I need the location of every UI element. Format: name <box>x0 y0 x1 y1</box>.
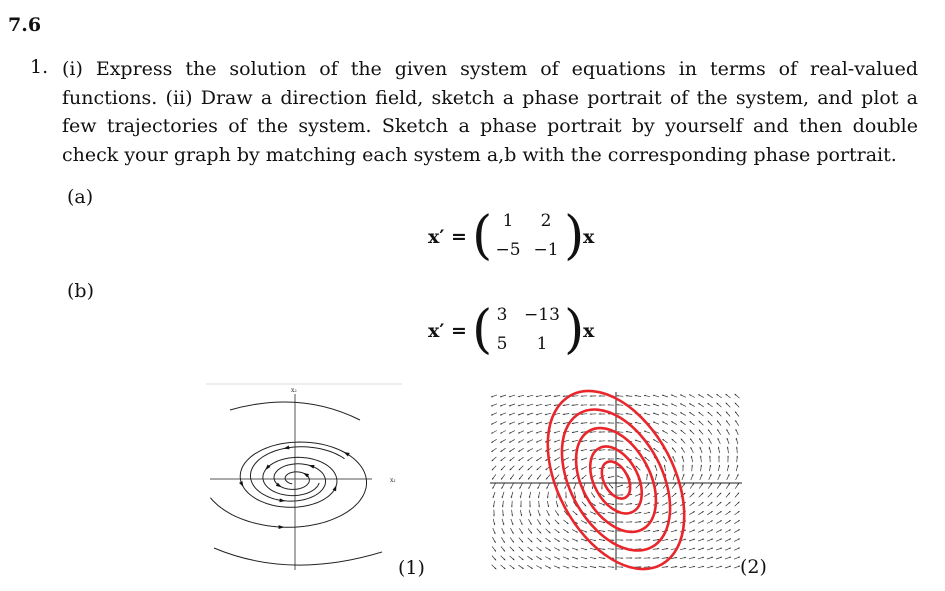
field-arrowhead <box>617 404 619 406</box>
field-arrowhead <box>608 449 610 451</box>
equation-b-lhs: x′ = <box>428 320 467 342</box>
field-arrowhead <box>590 413 592 415</box>
problem-number: 1. <box>30 56 49 78</box>
field-arrowhead <box>590 404 592 406</box>
field-arrowhead <box>608 467 610 469</box>
field-arrowhead <box>599 440 601 442</box>
part-b-label: (b) <box>67 280 94 302</box>
equation-b-right-paren: ) <box>564 300 585 360</box>
equation-b-rhs: x <box>583 320 595 342</box>
field-arrowhead <box>646 474 648 476</box>
field-arrowhead <box>658 548 660 550</box>
field-arrowhead <box>622 566 624 568</box>
field-arrowhead <box>631 503 633 505</box>
field-arrowhead <box>608 440 610 442</box>
field-arrowhead <box>613 566 615 568</box>
figure-1 <box>200 380 425 579</box>
section-number: 7.6 <box>8 14 42 36</box>
field-arrowhead <box>511 515 513 517</box>
field-arrowhead <box>631 557 633 559</box>
field-arrowhead <box>727 456 729 458</box>
field-arrowhead <box>613 548 615 550</box>
spiral-curve <box>214 548 382 565</box>
spiral-arrowhead <box>239 481 243 487</box>
equation-b <box>428 302 608 362</box>
field-arrowhead <box>590 395 592 397</box>
field-arrowhead <box>581 395 583 397</box>
figure-1-label: (1) <box>398 557 425 579</box>
figure-2 <box>486 388 786 578</box>
equation-b-left-paren: ( <box>472 300 493 360</box>
field-arrowhead <box>599 431 601 433</box>
matrix-a-cell: −1 <box>533 240 559 260</box>
spiral-arrowhead <box>344 452 350 456</box>
spiral-curve <box>251 447 345 501</box>
figure-2-label: (2) <box>740 556 767 578</box>
axis-label-x1: x₁ <box>390 477 396 484</box>
axis-label-x2: x₂ <box>291 387 297 394</box>
equation-a-lhs: x′ = <box>428 226 467 248</box>
field-arrowhead <box>599 404 601 406</box>
field-arrowhead <box>599 395 601 397</box>
field-arrowhead <box>608 458 610 460</box>
field-arrowhead <box>529 506 531 508</box>
field-arrowhead <box>649 557 651 559</box>
field-arrowhead <box>622 557 624 559</box>
field-arrowhead <box>599 413 601 415</box>
field-arrowhead <box>520 506 522 508</box>
spiral-arrowhead <box>279 525 285 529</box>
part-a-label: (a) <box>67 186 94 208</box>
field-arrowhead <box>565 497 567 499</box>
matrix-b-cell: 1 <box>536 334 548 354</box>
field-arrowhead <box>608 431 610 433</box>
matrix-b-cell: −13 <box>524 305 560 325</box>
field-arrowhead <box>718 456 720 458</box>
field-arrowhead <box>617 395 619 397</box>
field-arrowhead <box>626 395 628 397</box>
field-arrowhead <box>640 566 642 568</box>
field-arrowhead <box>556 497 558 499</box>
spiral-arrowhead <box>333 485 337 491</box>
field-arrowhead <box>617 422 619 424</box>
field-arrowhead <box>608 404 610 406</box>
matrix-a-cell: −5 <box>495 240 521 260</box>
field-arrowhead <box>608 422 610 424</box>
field-arrowhead <box>736 456 738 458</box>
field-arrowhead <box>502 515 504 517</box>
equation-a <box>428 208 608 268</box>
field-arrowhead <box>622 494 624 496</box>
phase-portrait-1 <box>200 380 410 575</box>
field-arrowhead <box>511 506 513 508</box>
spiral-trajectories <box>210 402 382 565</box>
field-arrowhead <box>572 413 574 415</box>
field-arrowhead <box>599 422 601 424</box>
field-arrowhead <box>493 515 495 517</box>
field-arrowhead <box>613 521 615 523</box>
matrix-a-cell: 1 <box>502 211 514 231</box>
equation-a-right-paren: ) <box>564 206 585 266</box>
field-arrowhead <box>538 506 540 508</box>
spiral-arrowhead <box>309 465 315 469</box>
field-arrowhead <box>631 539 633 541</box>
field-arrowhead <box>640 557 642 559</box>
equation-a-rhs: x <box>583 226 595 248</box>
field-arrowhead <box>622 503 624 505</box>
field-arrowhead <box>599 458 601 460</box>
field-arrowhead <box>601 488 603 490</box>
field-arrowhead <box>700 465 702 467</box>
spiral-curve <box>210 442 366 527</box>
field-arrowhead <box>581 404 583 406</box>
field-arrowhead <box>640 539 642 541</box>
field-arrowhead <box>631 521 633 523</box>
field-arrowhead <box>709 456 711 458</box>
field-arrowhead <box>622 521 624 523</box>
problem-statement: (i) Express the solution of the given system of equations in terms of real-valued functions. (ii) Draw a direction field, sketch a phase portrait of the system, and plot a few trajectories of the system. Sketch a phase portrait by yourself and then double check your graph by matching each system a,b with the corresponding phase portrait. <box>62 58 918 166</box>
field-arrowhead <box>622 539 624 541</box>
field-arrowhead <box>547 497 549 499</box>
field-arrowhead <box>682 465 684 467</box>
phase-portrait-2 <box>486 388 746 572</box>
matrix-b-cell: 3 <box>496 305 508 325</box>
field-arrowhead <box>736 447 738 449</box>
field-arrowhead <box>590 422 592 424</box>
field-arrowhead <box>691 465 693 467</box>
matrix-a-cell: 2 <box>540 211 552 231</box>
equation-a-left-paren: ( <box>472 206 493 266</box>
field-arrowhead <box>667 566 669 568</box>
matrix-b-cell: 5 <box>496 334 508 354</box>
